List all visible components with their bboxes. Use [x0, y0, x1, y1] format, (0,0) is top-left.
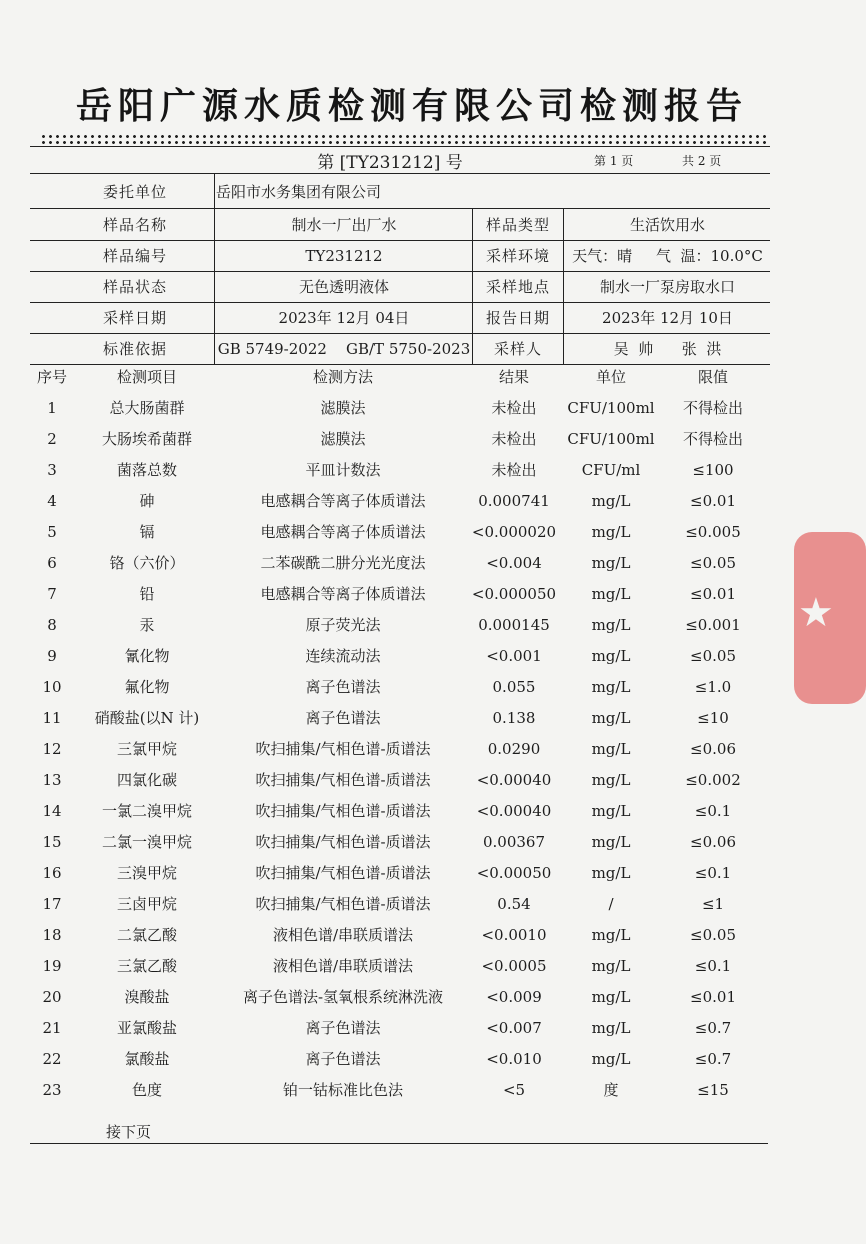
table-row [0, 424, 824, 455]
sample-name-value: 制水一厂出厂水 [291, 216, 397, 234]
row-unit: mg/L [591, 523, 631, 541]
row-method: 离子色谱法 [305, 678, 381, 696]
row-method: 吹扫捕集/气相色谱-质谱法 [255, 740, 431, 758]
row-unit: mg/L [591, 740, 631, 758]
row-result: <0.000020 [471, 523, 557, 541]
row-result: <0.010 [486, 1050, 542, 1068]
table-row [0, 672, 824, 703]
table-row [0, 610, 824, 641]
row-item: 亚氯酸盐 [116, 1019, 177, 1037]
sampler-label: 采样人 [493, 340, 542, 358]
row-limit: ≤0.01 [690, 492, 736, 510]
col-header-result: 结果 [498, 368, 529, 386]
table-row [0, 1013, 824, 1044]
info-vrule [472, 208, 473, 364]
sampling-date-value: 2023年 12月 04日 [278, 309, 410, 327]
row-result: <0.001 [486, 647, 542, 665]
row-result: <0.009 [486, 988, 542, 1006]
row-method: 吹扫捕集/气相色谱-质谱法 [255, 802, 431, 820]
row-limit: ≤100 [692, 461, 734, 479]
sampler-value: 吴 帅 张 洪 [613, 340, 722, 358]
row-method: 铂一钴标准比色法 [282, 1081, 403, 1099]
row-unit: mg/L [591, 771, 631, 789]
row-result: <0.00040 [476, 771, 552, 789]
row-method: 吹扫捕集/气相色谱-质谱法 [255, 895, 431, 913]
row-unit: mg/L [591, 957, 631, 975]
row-item: 氯酸盐 [124, 1050, 170, 1068]
row-no: 21 [42, 1019, 62, 1037]
bottom-border [30, 1143, 768, 1144]
table-row [0, 579, 824, 610]
row-unit: CFU/ml [581, 461, 641, 479]
row-limit: ≤0.01 [690, 585, 736, 603]
row-unit: mg/L [591, 585, 631, 603]
col-header-item: 检测项目 [116, 368, 177, 386]
row-unit: CFU/100ml [567, 430, 655, 448]
row-item: 菌落总数 [116, 461, 177, 479]
row-limit: ≤0.01 [690, 988, 736, 1006]
row-no: 3 [47, 461, 57, 479]
info-vrule [214, 173, 215, 364]
row-result: <0.007 [486, 1019, 542, 1037]
row-item: 二氯一溴甲烷 [101, 833, 192, 851]
row-unit: mg/L [591, 709, 631, 727]
row-item: 砷 [139, 492, 155, 510]
row-result: 0.000145 [478, 616, 550, 634]
table-row [0, 858, 824, 889]
state-label: 样品状态 [102, 278, 167, 296]
row-result: <0.000050 [471, 585, 557, 603]
row-item: 溴酸盐 [124, 988, 170, 1006]
sample-no-label: 样品编号 [102, 247, 167, 265]
row-limit: 不得检出 [682, 430, 743, 448]
row-method: 离子色谱法-氢氧根系统淋洗液 [242, 988, 444, 1006]
row-result: <0.00050 [476, 864, 552, 882]
table-row [0, 641, 824, 672]
row-unit: mg/L [591, 647, 631, 665]
seal-star-icon: ★ [798, 590, 834, 636]
col-header-unit: 单位 [595, 368, 626, 386]
sample-name-label: 样品名称 [102, 216, 167, 234]
row-result: 0.54 [497, 895, 531, 913]
row-item: 铬（六价） [109, 554, 185, 572]
table-row [0, 703, 824, 734]
row-limit: ≤1.0 [694, 678, 732, 696]
env-label: 采样环境 [485, 247, 550, 265]
table-row [0, 920, 824, 951]
row-result: 未检出 [491, 461, 537, 479]
row-no: 22 [42, 1050, 62, 1068]
row-no: 18 [42, 926, 62, 944]
row-no: 10 [42, 678, 62, 696]
row-limit: ≤0.1 [694, 802, 732, 820]
table-row [0, 827, 824, 858]
row-item: 三溴甲烷 [116, 864, 177, 882]
row-method: 二苯碳酰二肼分光光度法 [260, 554, 426, 572]
row-no: 23 [42, 1081, 62, 1099]
table-row [0, 486, 824, 517]
col-header-no: 序号 [36, 368, 67, 386]
row-limit: 不得检出 [682, 399, 743, 417]
row-result: <0.004 [486, 554, 542, 572]
row-method: 吹扫捕集/气相色谱-质谱法 [255, 771, 431, 789]
info-vrule [563, 208, 564, 364]
row-item: 汞 [139, 616, 155, 634]
row-no: 19 [42, 957, 62, 975]
client-label: 委托单位 [102, 183, 167, 201]
page-current: 第 1 页 [594, 154, 634, 168]
row-no: 20 [42, 988, 62, 1006]
row-result: 未检出 [491, 399, 537, 417]
sample-type-value: 生活饮用水 [629, 216, 705, 234]
row-item: 三氯甲烷 [116, 740, 177, 758]
row-no: 17 [42, 895, 62, 913]
title-underline-dots-2 [40, 141, 770, 144]
report-date-value: 2023年 12月 10日 [602, 309, 733, 327]
sample-no-value: TY231212 [305, 247, 383, 265]
table-row [0, 889, 824, 920]
row-no: 9 [47, 647, 57, 665]
page-total: 共 2 页 [682, 154, 722, 168]
row-limit: ≤0.06 [690, 740, 736, 758]
row-limit: ≤0.05 [690, 647, 736, 665]
row-limit: ≤0.7 [694, 1050, 732, 1068]
table-row [0, 796, 824, 827]
row-item: 总大肠菌群 [109, 399, 185, 417]
row-unit: mg/L [591, 616, 631, 634]
info-rule [30, 208, 770, 209]
row-unit: mg/L [591, 554, 631, 572]
row-method: 离子色谱法 [305, 709, 381, 727]
row-result: <5 [502, 1081, 526, 1099]
row-no: 2 [47, 430, 57, 448]
row-no: 16 [42, 864, 62, 882]
row-limit: ≤0.002 [685, 771, 741, 789]
state-value: 无色透明液体 [298, 278, 389, 296]
table-row [0, 1075, 824, 1106]
report-title: 岳阳广源水质检测有限公司检测报告 [75, 86, 748, 127]
row-method: 电感耦合等离子体质谱法 [260, 585, 426, 603]
row-method: 滤膜法 [320, 430, 366, 448]
row-limit: ≤0.1 [694, 957, 732, 975]
report-number: 第 [TY231212] 号 [317, 153, 463, 173]
row-result: 0.055 [492, 678, 536, 696]
client-value: 岳阳市水务集团有限公司 [216, 183, 382, 201]
row-no: 14 [42, 802, 62, 820]
row-result: 未检出 [491, 430, 537, 448]
row-method: 滤膜法 [320, 399, 366, 417]
row-unit: 度 [603, 1081, 619, 1099]
table-row [0, 734, 824, 765]
row-item: 铅 [139, 585, 155, 603]
row-result: 0.0290 [487, 740, 541, 758]
table-row [0, 951, 824, 982]
row-limit: ≤10 [697, 709, 729, 727]
row-item: 一氯二溴甲烷 [101, 802, 192, 820]
row-item: 色度 [131, 1081, 162, 1099]
row-result: <0.00040 [476, 802, 552, 820]
row-result: <0.0010 [481, 926, 547, 944]
location-label: 采样地点 [485, 278, 550, 296]
row-unit: mg/L [591, 1050, 631, 1068]
row-limit: ≤0.1 [694, 864, 732, 882]
row-item: 硝酸盐(以N 计) [94, 709, 200, 727]
row-item: 氟化物 [124, 678, 170, 696]
table-row [0, 765, 824, 796]
row-method: 平皿计数法 [305, 461, 381, 479]
row-unit: mg/L [591, 833, 631, 851]
title-underline-dots [40, 135, 770, 138]
row-unit: mg/L [591, 1019, 631, 1037]
row-unit: mg/L [591, 988, 631, 1006]
row-unit: mg/L [591, 492, 631, 510]
table-row [0, 548, 824, 579]
table-row [0, 393, 824, 424]
row-limit: ≤0.001 [685, 616, 741, 634]
col-header-limit: 限值 [697, 368, 728, 386]
row-unit: / [608, 895, 614, 913]
row-item: 四氯化碳 [116, 771, 177, 789]
row-limit: ≤0.05 [690, 926, 736, 944]
row-result: 0.00367 [482, 833, 546, 851]
env-value: 天气：晴 气 温：10.0°C [572, 247, 763, 265]
row-no: 11 [42, 709, 62, 727]
row-no: 4 [47, 492, 57, 510]
row-item: 二氯乙酸 [116, 926, 177, 944]
top-border [30, 146, 770, 147]
row-method: 电感耦合等离子体质谱法 [260, 492, 426, 510]
row-method: 离子色谱法 [305, 1019, 381, 1037]
header-divider [30, 173, 770, 174]
row-no: 13 [42, 771, 62, 789]
row-item: 三氯乙酸 [116, 957, 177, 975]
row-method: 连续流动法 [305, 647, 381, 665]
table-header-row [0, 362, 824, 393]
row-limit: ≤0.06 [690, 833, 736, 851]
row-no: 5 [47, 523, 57, 541]
row-limit: ≤0.7 [694, 1019, 732, 1037]
row-method: 原子荧光法 [305, 616, 381, 634]
table-row [0, 982, 824, 1013]
row-method: 吹扫捕集/气相色谱-质谱法 [255, 864, 431, 882]
row-limit: ≤1 [701, 895, 725, 913]
sample-type-label: 样品类型 [485, 216, 550, 234]
table-row [0, 455, 824, 486]
row-method: 吹扫捕集/气相色谱-质谱法 [255, 833, 431, 851]
table-row [0, 517, 824, 548]
row-no: 15 [42, 833, 62, 851]
row-method: 离子色谱法 [305, 1050, 381, 1068]
row-no: 6 [47, 554, 57, 572]
standard-label: 标准依据 [102, 340, 167, 358]
row-result: <0.0005 [481, 957, 547, 975]
row-no: 7 [47, 585, 57, 603]
row-limit: ≤0.05 [690, 554, 736, 572]
row-no: 12 [42, 740, 62, 758]
report-date-label: 报告日期 [485, 309, 550, 327]
row-item: 镉 [139, 523, 155, 541]
col-header-method: 检测方法 [312, 368, 373, 386]
row-method: 液相色谱/串联质谱法 [272, 957, 414, 975]
table-row [0, 1044, 824, 1075]
row-item: 大肠埃希菌群 [101, 430, 192, 448]
standard-value: GB 5749-2022 GB/T 5750-2023 [217, 340, 471, 358]
row-unit: mg/L [591, 802, 631, 820]
row-method: 液相色谱/串联质谱法 [272, 926, 414, 944]
row-limit: ≤15 [697, 1081, 729, 1099]
row-unit: mg/L [591, 864, 631, 882]
row-result: 0.138 [492, 709, 536, 727]
location-value: 制水一厂泵房取水口 [599, 278, 735, 296]
row-no: 1 [47, 399, 57, 417]
sampling-date-label: 采样日期 [102, 309, 167, 327]
continued-note: 接下页 [106, 1123, 152, 1141]
row-result: 0.000741 [478, 492, 550, 510]
row-item: 氰化物 [124, 647, 170, 665]
row-unit: mg/L [591, 926, 631, 944]
row-item: 三卤甲烷 [116, 895, 177, 913]
row-no: 8 [47, 616, 57, 634]
row-unit: mg/L [591, 678, 631, 696]
row-limit: ≤0.005 [685, 523, 741, 541]
row-method: 电感耦合等离子体质谱法 [260, 523, 426, 541]
row-unit: CFU/100ml [567, 399, 655, 417]
